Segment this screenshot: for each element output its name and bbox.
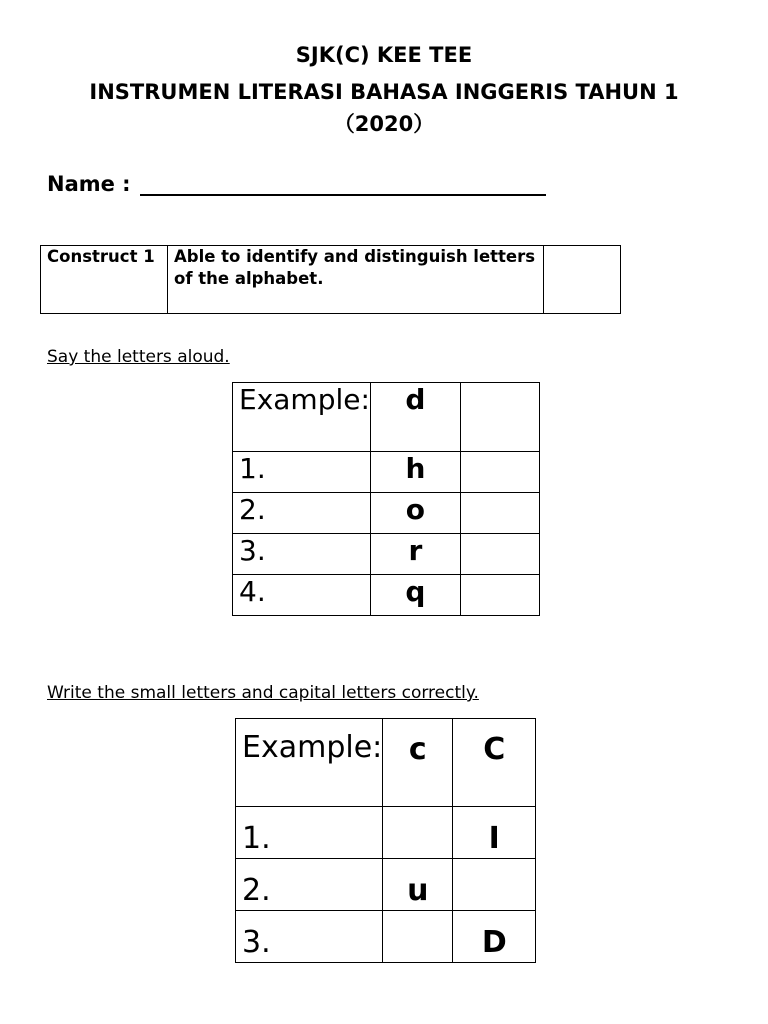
construct-label: Construct 1 <box>41 246 168 314</box>
letter-cell: r <box>370 534 460 575</box>
answer-box[interactable] <box>460 493 539 534</box>
row-label: 3. <box>233 534 371 575</box>
capital-letter-cell[interactable]: D <box>453 911 536 963</box>
small-letter-cell[interactable] <box>383 911 453 963</box>
table-row <box>233 452 540 493</box>
letter-cell: q <box>370 575 460 616</box>
school-name: SJK(C) KEE TEE <box>295 43 473 67</box>
row-label: Example: <box>233 383 371 452</box>
row-label: Example: <box>236 719 383 807</box>
small-letter-cell[interactable]: c <box>383 719 453 807</box>
instruction-write-letters: Write the small letters and capital letters correctly. <box>47 683 479 703</box>
table-row <box>236 911 536 963</box>
name-label: Name : <box>47 172 131 196</box>
row-label: 2. <box>236 859 383 911</box>
row-label: 4. <box>233 575 371 616</box>
letter-cell: o <box>370 493 460 534</box>
table-row <box>236 719 536 807</box>
table-row <box>236 807 536 859</box>
name-blank-line[interactable] <box>140 172 546 196</box>
capital-letter-cell[interactable]: C <box>453 719 536 807</box>
document-title: INSTRUMEN LITERASI BAHASA INGGERIS TAHUN 1 <box>89 80 679 104</box>
row-label: 1. <box>233 452 371 493</box>
small-letter-cell[interactable]: u <box>383 859 453 911</box>
answer-box[interactable] <box>460 383 539 452</box>
construct-mark-box[interactable] <box>544 246 621 314</box>
small-letter-cell[interactable] <box>383 807 453 859</box>
row-label: 2. <box>233 493 371 534</box>
write-letters-table <box>235 718 536 963</box>
letter-cell: h <box>370 452 460 493</box>
capital-letter-cell[interactable] <box>453 859 536 911</box>
letter-cell: d <box>370 383 460 452</box>
table-row <box>233 493 540 534</box>
table-row <box>236 859 536 911</box>
answer-box[interactable] <box>460 575 539 616</box>
row-label: 1. <box>236 807 383 859</box>
row-label: 3. <box>236 911 383 963</box>
answer-box[interactable] <box>460 534 539 575</box>
capital-letter-cell[interactable]: I <box>453 807 536 859</box>
table-row <box>233 534 540 575</box>
construct-description: Able to identify and distinguish letters of the alphabet. <box>168 246 544 314</box>
document-year: （2020） <box>333 112 435 136</box>
say-letters-table <box>232 382 540 616</box>
table-row <box>233 383 540 452</box>
table-row <box>233 575 540 616</box>
construct-table <box>40 245 621 314</box>
answer-box[interactable] <box>460 452 539 493</box>
name-field <box>47 172 546 196</box>
instruction-say-letters: Say the letters aloud. <box>47 347 230 367</box>
